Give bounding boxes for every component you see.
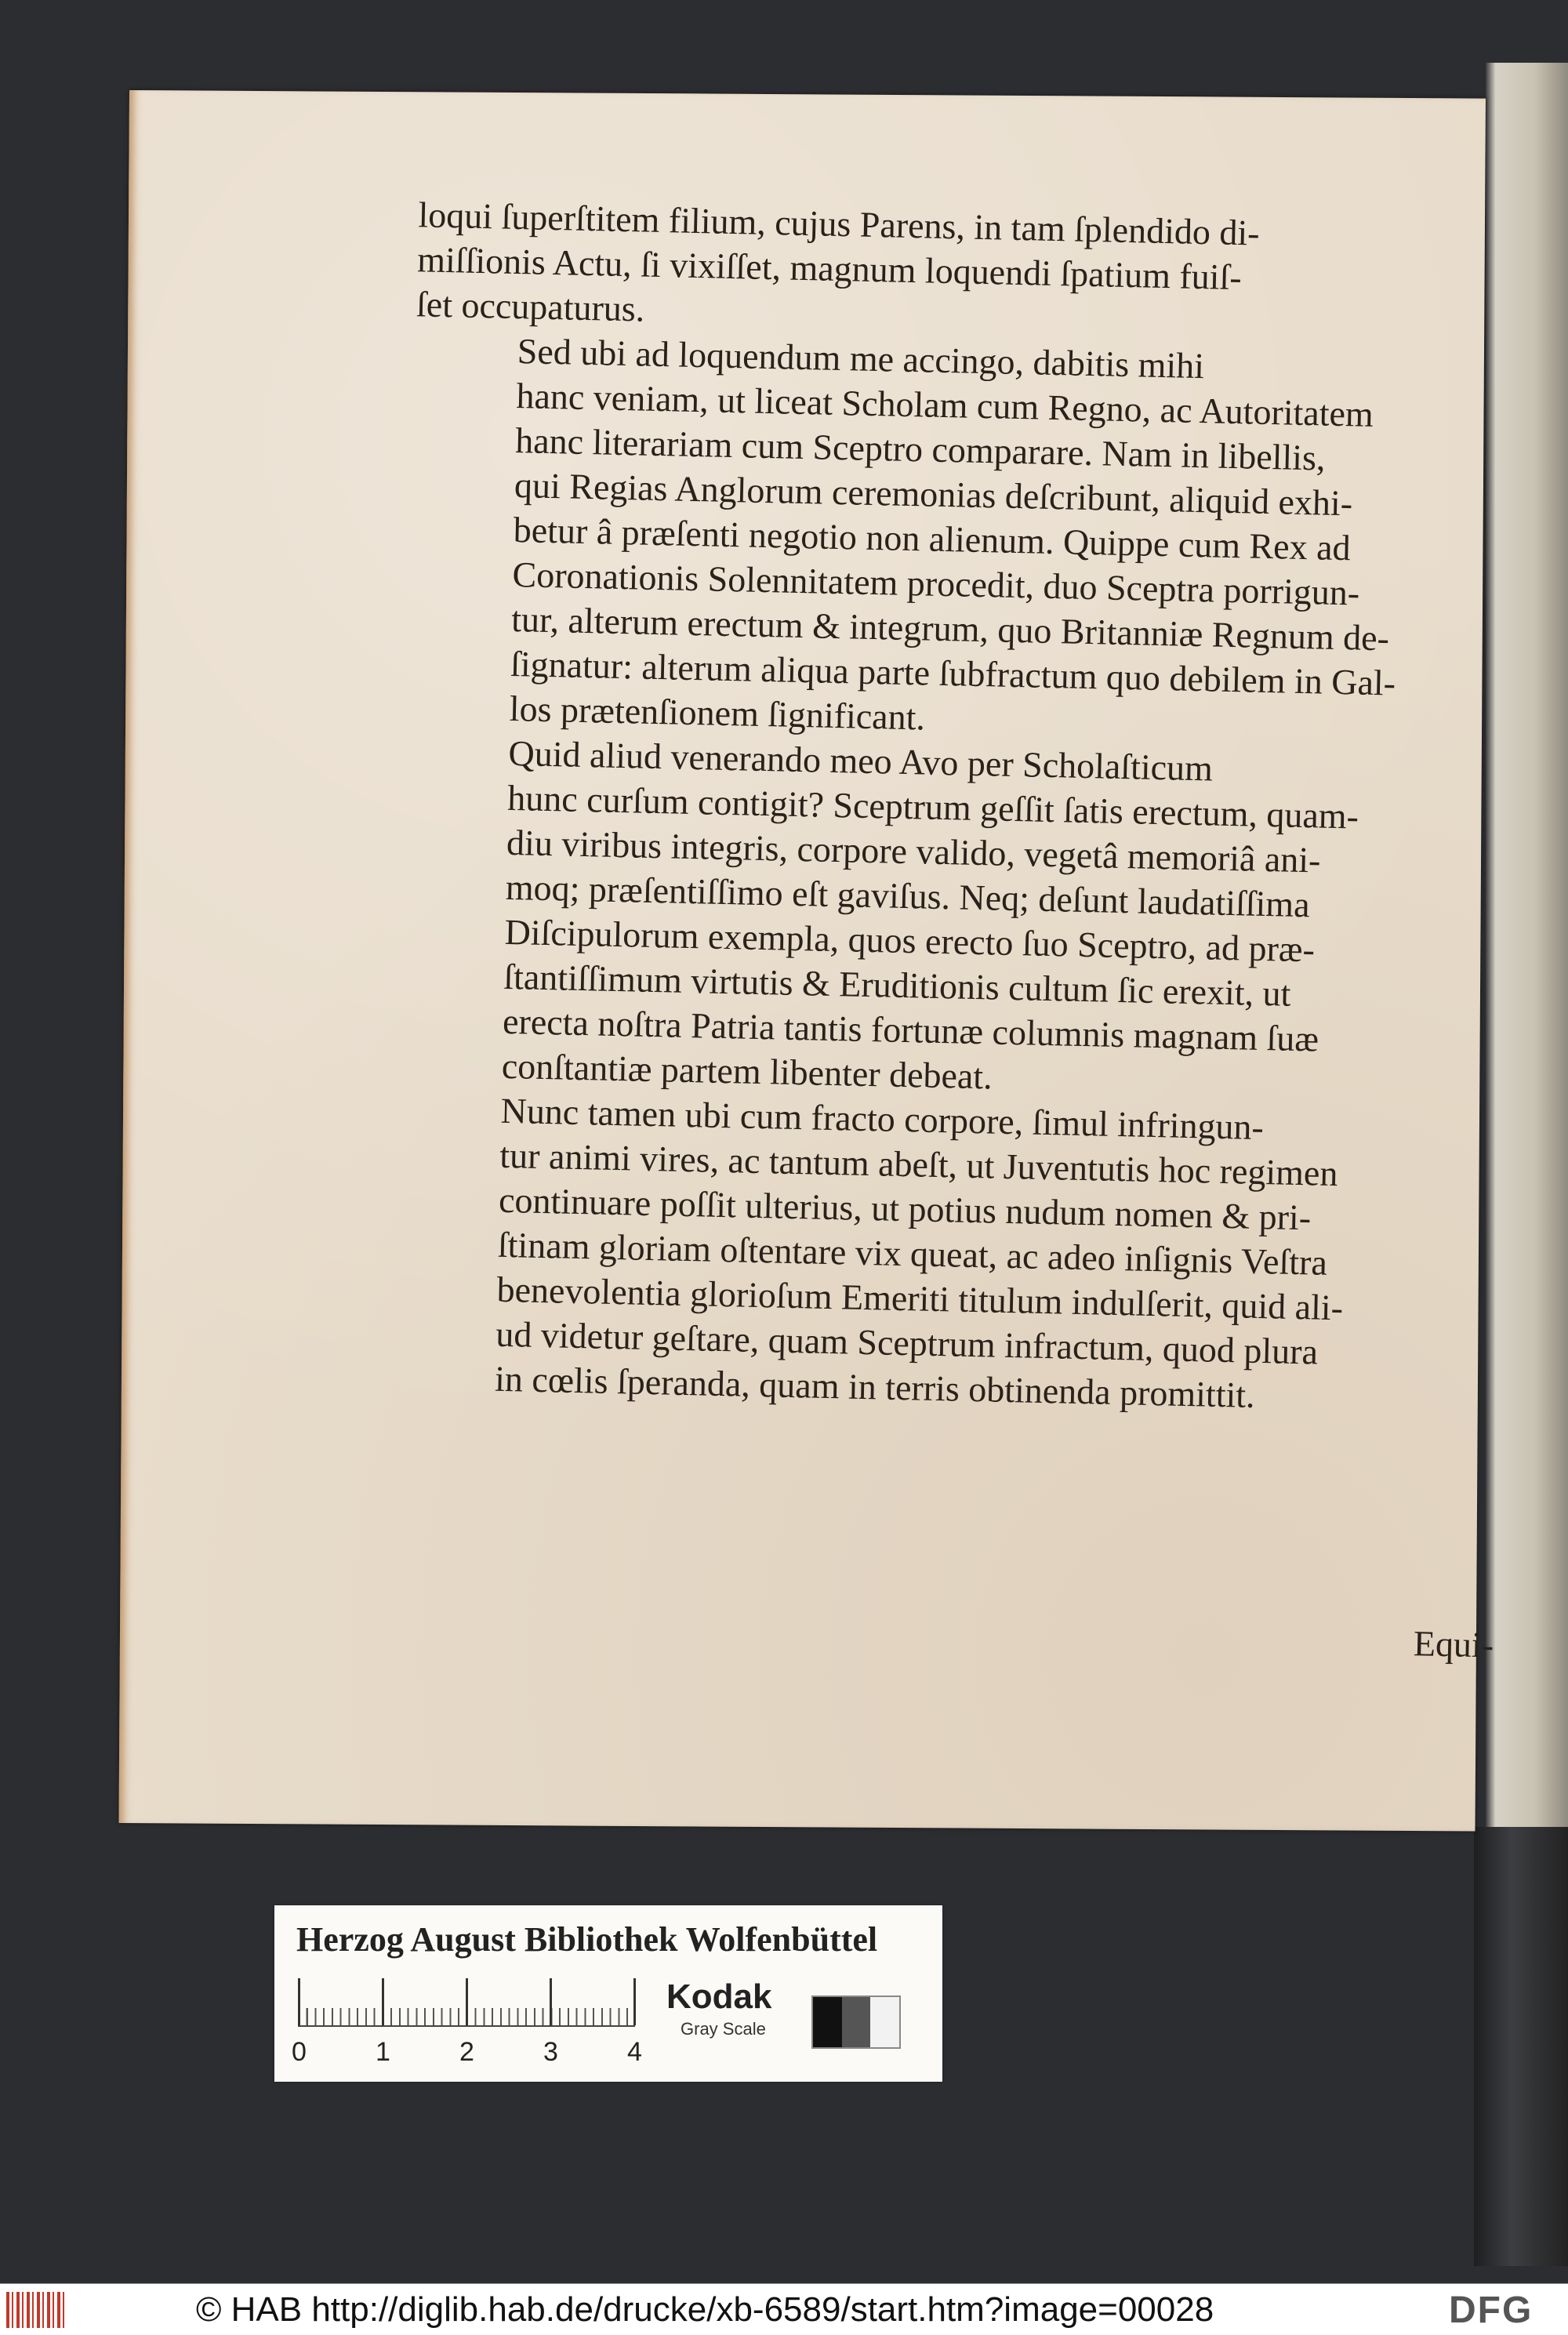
- text-line: ſtinam gloriam oſtentare vix queat, ac adeo inſignis Veſtra: [497, 1224, 1328, 1283]
- text-line: moq; præſentiſſimo eſt gaviſus. Neq; deſunt laudatiſſima: [505, 866, 1311, 925]
- text-line: tur, alterum erectum & integrum, quo Britanniæ Regnum de-: [510, 598, 1390, 659]
- book-edge-shadow: [1474, 1827, 1568, 2266]
- ruler-major-tick: [550, 1978, 552, 2025]
- text-line: ſtantiſſimum virtutis & Eruditionis cultum ſic erexit, ut: [503, 956, 1291, 1014]
- text-line: in cœlis ſperanda, quam in terris obtinenda promittit.: [494, 1358, 1256, 1415]
- text-line: hunc curſum contigit? Sceptrum geſſit ſatis erectum, quam-: [506, 777, 1359, 837]
- text-line: betur â præſenti negotio non alienum. Quippe cum Rex ad: [513, 509, 1352, 568]
- paragraph-1: [416, 192, 1531, 350]
- ruler-number: 0: [292, 2037, 307, 2067]
- scale-card: [274, 1905, 942, 2082]
- ruler-major-tick: [298, 1978, 300, 2025]
- ruler-number: 1: [376, 2037, 390, 2067]
- text-line: tur animi vires, ac tantum abeſt, ut Juventutis hoc regimen: [499, 1135, 1338, 1194]
- ruler-major-tick: [382, 1978, 384, 2025]
- text-line: ud videtur geſtare, quam Sceptrum infractum, quod plura: [495, 1313, 1319, 1372]
- text-line: Nunc tamen ubi cum fracto corpore, ſimul infringun-: [500, 1090, 1265, 1148]
- swatch-black: [813, 1997, 842, 2047]
- swatch-white: [870, 1997, 899, 2047]
- ruler-number: 3: [543, 2037, 558, 2067]
- ruler-number: 2: [459, 2037, 474, 2067]
- text-line: erecta noſtra Patria tantis fortunæ columnis magnam ſuæ: [502, 1000, 1319, 1059]
- library-name: Herzog August Bibliothek Wolfenbüttel: [296, 1920, 878, 1959]
- text-line: Coronationis Solennitatem procedit, duo Sceptra porrigun-: [512, 554, 1360, 613]
- text-line: benevolentia glorioſum Emeriti titulum indulſerit, quid ali-: [496, 1269, 1344, 1328]
- catchword: Equi-: [1413, 1623, 1494, 1665]
- text-line: ſignatur: alterum aliqua parte ſubfractum quo debilem in Gal-: [510, 643, 1396, 703]
- ruler-major-tick: [466, 1978, 468, 2025]
- gray-scale-label: Gray Scale: [681, 2019, 766, 2039]
- swatch-gray: [842, 1997, 871, 2047]
- text-line: Diſcipulorum exempla, quos erecto ſuo Sceptro, ad præ-: [504, 911, 1316, 970]
- text-line: conſtantiæ partem libenter debeat.: [501, 1045, 993, 1097]
- text-line: hanc veniam, ut liceat Scholam cum Regno, ac Autoritatem: [516, 376, 1374, 434]
- dfg-logo: DFG: [1449, 2290, 1534, 2331]
- source-url[interactable]: © HAB http://diglib.hab.de/drucke/xb-6589/start.htm?image=00028: [196, 2290, 1214, 2329]
- paragraph-2: [407, 326, 1529, 753]
- barcode-icon: [6, 2292, 66, 2328]
- text-line: Quid aliud venerando meo Avo per Scholaſticum: [508, 732, 1214, 789]
- text-line: loqui ſuperſtitem filium, cujus Parens, in tam ſplendido di-: [418, 194, 1261, 253]
- paragraph-4: [393, 1086, 1512, 1423]
- ruler-number: 4: [627, 2037, 642, 2067]
- text-line: diu viribus integris, corpore valido, vegetâ memoriâ ani-: [506, 822, 1321, 881]
- page-text: [393, 192, 1532, 1423]
- ruler-major-tick: [633, 1978, 636, 2025]
- text-line: continuare poſſit ulterius, ut potius nudum nomen & pri-: [498, 1179, 1312, 1238]
- text-line: los prætenſionem ſignificant.: [509, 688, 926, 738]
- text-line: ſet occupaturus.: [416, 284, 645, 329]
- footer-bar: [0, 2283, 1568, 2335]
- kodak-logo: Kodak: [666, 1977, 772, 2016]
- centimeter-ruler: [298, 1978, 635, 2027]
- text-line: qui Regias Anglorum ceremonias deſcribunt, aliquid exhi-: [514, 465, 1353, 524]
- text-line: miſſionis Actu, ſi vixiſſet, magnum loquendi ſpatium fuiſ-: [416, 239, 1243, 298]
- text-line: Sed ubi ad loquendum me accingo, dabitis mihi: [517, 331, 1205, 387]
- book-page: [118, 90, 1494, 1832]
- paragraph-3: [399, 728, 1520, 1110]
- gray-swatches: [811, 1995, 901, 2049]
- text-line: hanc literariam cum Sceptro comparare. Nam in libellis,: [514, 420, 1326, 478]
